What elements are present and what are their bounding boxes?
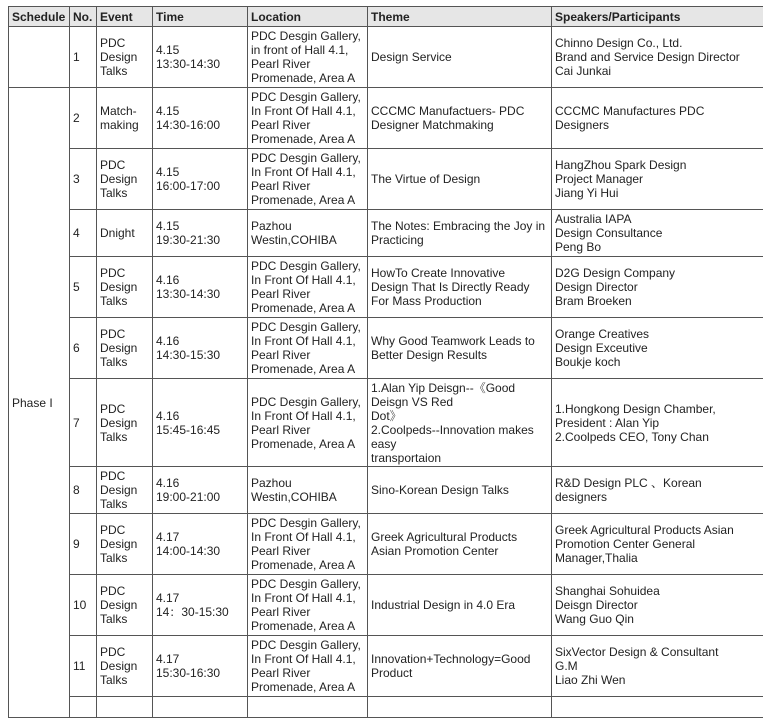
table-row <box>9 636 763 697</box>
no-cell: 6 <box>70 318 97 379</box>
header-row <box>9 7 763 27</box>
table-row-partial <box>9 697 763 718</box>
speakers-cell: Australia IAPA Design Consultance Peng Bo <box>552 210 763 257</box>
speakers-cell: 1.Hongkong Design Chamber, President : Alan Yip 2.Coolpeds CEO, Tony Chan <box>552 379 763 467</box>
location-cell: PDC Desgin Gallery, In Front Of Hall 4.1, Pearl River Promenade, Area A <box>248 149 368 210</box>
speakers-cell: SixVector Design & Consultant G.M Liao Zhi Wen <box>552 636 763 697</box>
no-cell: 11 <box>70 636 97 697</box>
header-speakers: Speakers/Participants <box>552 7 763 27</box>
speakers-cell: D2G Design Company Design Director Bram Broeken <box>552 257 763 318</box>
time-cell-empty <box>153 697 248 718</box>
theme-cell: The Notes: Embracing the Joy in Practicing <box>368 210 552 257</box>
speakers-cell: Shanghai Sohuidea Deisgn Director Wang Guo Qin <box>552 575 763 636</box>
speakers-cell: CCCMC Manufactures PDC Designers <box>552 88 763 149</box>
speakers-cell: Orange Creatives Design Exceutive Boukje koch <box>552 318 763 379</box>
no-cell: 3 <box>70 149 97 210</box>
no-cell: 5 <box>70 257 97 318</box>
table-row <box>9 257 763 318</box>
event-cell: PDC Design Talks <box>97 575 153 636</box>
no-cell-empty <box>70 697 97 718</box>
phase-cell: Phase I <box>9 88 70 718</box>
header-theme: Theme <box>368 7 552 27</box>
no-cell: 7 <box>70 379 97 467</box>
event-cell: PDC Design Talks <box>97 636 153 697</box>
time-cell: 4.17 15:30-16:30 <box>153 636 248 697</box>
table-row <box>9 514 763 575</box>
time-cell: 4.16 19:00-21:00 <box>153 467 248 514</box>
theme-cell-empty <box>368 697 552 718</box>
theme-cell: Industrial Design in 4.0 Era <box>368 575 552 636</box>
header-time: Time <box>153 7 248 27</box>
speakers-cell: R&D Design PLC 、Korean designers <box>552 467 763 514</box>
no-cell: 8 <box>70 467 97 514</box>
event-cell: PDC Design Talks <box>97 514 153 575</box>
location-cell-empty <box>248 697 368 718</box>
header-no: No. <box>70 7 97 27</box>
time-cell: 4.15 13:30-14:30 <box>153 27 248 88</box>
event-cell: PDC Design Talks <box>97 149 153 210</box>
event-cell: PDC Design Talks <box>97 257 153 318</box>
location-cell: PDC Desgin Gallery, In Front Of Hall 4.1, Pearl River Promenade, Area A <box>248 379 368 467</box>
time-cell: 4.16 13:30-14:30 <box>153 257 248 318</box>
location-cell: PDC Desgin Gallery, In Front Of Hall 4.1, Pearl River Promenade, Area A <box>248 514 368 575</box>
time-cell: 4.17 14：30-15:30 <box>153 575 248 636</box>
no-cell: 9 <box>70 514 97 575</box>
location-cell: PDC Desgin Gallery, In Front Of Hall 4.1, Pearl River Promenade, Area A <box>248 318 368 379</box>
time-cell: 4.16 14:30-15:30 <box>153 318 248 379</box>
event-cell: PDC Design Talks <box>97 467 153 514</box>
time-cell: 4.15 16:00-17:00 <box>153 149 248 210</box>
no-cell: 1 <box>70 27 97 88</box>
event-cell: PDC Design Talks <box>97 379 153 467</box>
schedule-cell-empty <box>9 27 70 88</box>
theme-cell: Greek Agricultural Products Asian Promotion Center <box>368 514 552 575</box>
location-cell: PDC Desgin Gallery, In Front Of Hall 4.1, Pearl River Promenade, Area A <box>248 636 368 697</box>
theme-cell: Why Good Teamwork Leads to Better Design Results <box>368 318 552 379</box>
location-cell: PDC Desgin Gallery, in front of Hall 4.1, Pearl River Promenade, Area A <box>248 27 368 88</box>
speakers-cell-empty <box>552 697 763 718</box>
table-row <box>9 575 763 636</box>
event-cell-empty <box>97 697 153 718</box>
table-row <box>9 27 763 88</box>
location-cell: PDC Desgin Gallery, In Front Of Hall 4.1, Pearl River Promenade, Area A <box>248 257 368 318</box>
table-row <box>9 467 763 514</box>
location-cell: PDC Desgin Gallery, In Front Of Hall 4.1, Pearl River Promenade, Area A <box>248 88 368 149</box>
location-cell: Pazhou Westin,COHIBA <box>248 467 368 514</box>
event-cell: Dnight <box>97 210 153 257</box>
header-location: Location <box>248 7 368 27</box>
event-cell: PDC Design Talks <box>97 318 153 379</box>
theme-cell: Innovation+Technology=Good Product <box>368 636 552 697</box>
time-cell: 4.15 19:30-21:30 <box>153 210 248 257</box>
table-row <box>9 318 763 379</box>
theme-cell: Design Service <box>368 27 552 88</box>
table-row <box>9 88 763 149</box>
header-event: Event <box>97 7 153 27</box>
time-cell: 4.17 14:00-14:30 <box>153 514 248 575</box>
theme-cell: The Virtue of Design <box>368 149 552 210</box>
theme-cell: CCCMC Manufactuers- PDC Designer Matchmaking <box>368 88 552 149</box>
speakers-cell: Greek Agricultural Products Asian Promotion Center General Manager,Thalia <box>552 514 763 575</box>
table-row <box>9 210 763 257</box>
event-cell: Match- making <box>97 88 153 149</box>
table-row <box>9 379 763 467</box>
time-cell: 4.15 14:30-16:00 <box>153 88 248 149</box>
speakers-cell: Chinno Design Co., Ltd. Brand and Service Design Director Cai Junkai <box>552 27 763 88</box>
location-cell: Pazhou Westin,COHIBA <box>248 210 368 257</box>
no-cell: 2 <box>70 88 97 149</box>
theme-cell: 1.Alan Yip Deisgn--《Good Deisgn VS Red Dot》 2.Coolpeds--Innovation makes easy transportaion <box>368 379 552 467</box>
no-cell: 4 <box>70 210 97 257</box>
speakers-cell: HangZhou Spark Design Project Manager Jiang Yi Hui <box>552 149 763 210</box>
location-cell: PDC Desgin Gallery, In Front Of Hall 4.1, Pearl River Promenade, Area A <box>248 575 368 636</box>
header-schedule: Schedule <box>9 7 70 27</box>
schedule-table <box>8 6 763 718</box>
theme-cell: Sino-Korean Design Talks <box>368 467 552 514</box>
no-cell: 10 <box>70 575 97 636</box>
theme-cell: HowTo Create Innovative Design That Is Directly Ready For Mass Production <box>368 257 552 318</box>
table-row <box>9 149 763 210</box>
time-cell: 4.16 15:45-16:45 <box>153 379 248 467</box>
event-cell: PDC Design Talks <box>97 27 153 88</box>
